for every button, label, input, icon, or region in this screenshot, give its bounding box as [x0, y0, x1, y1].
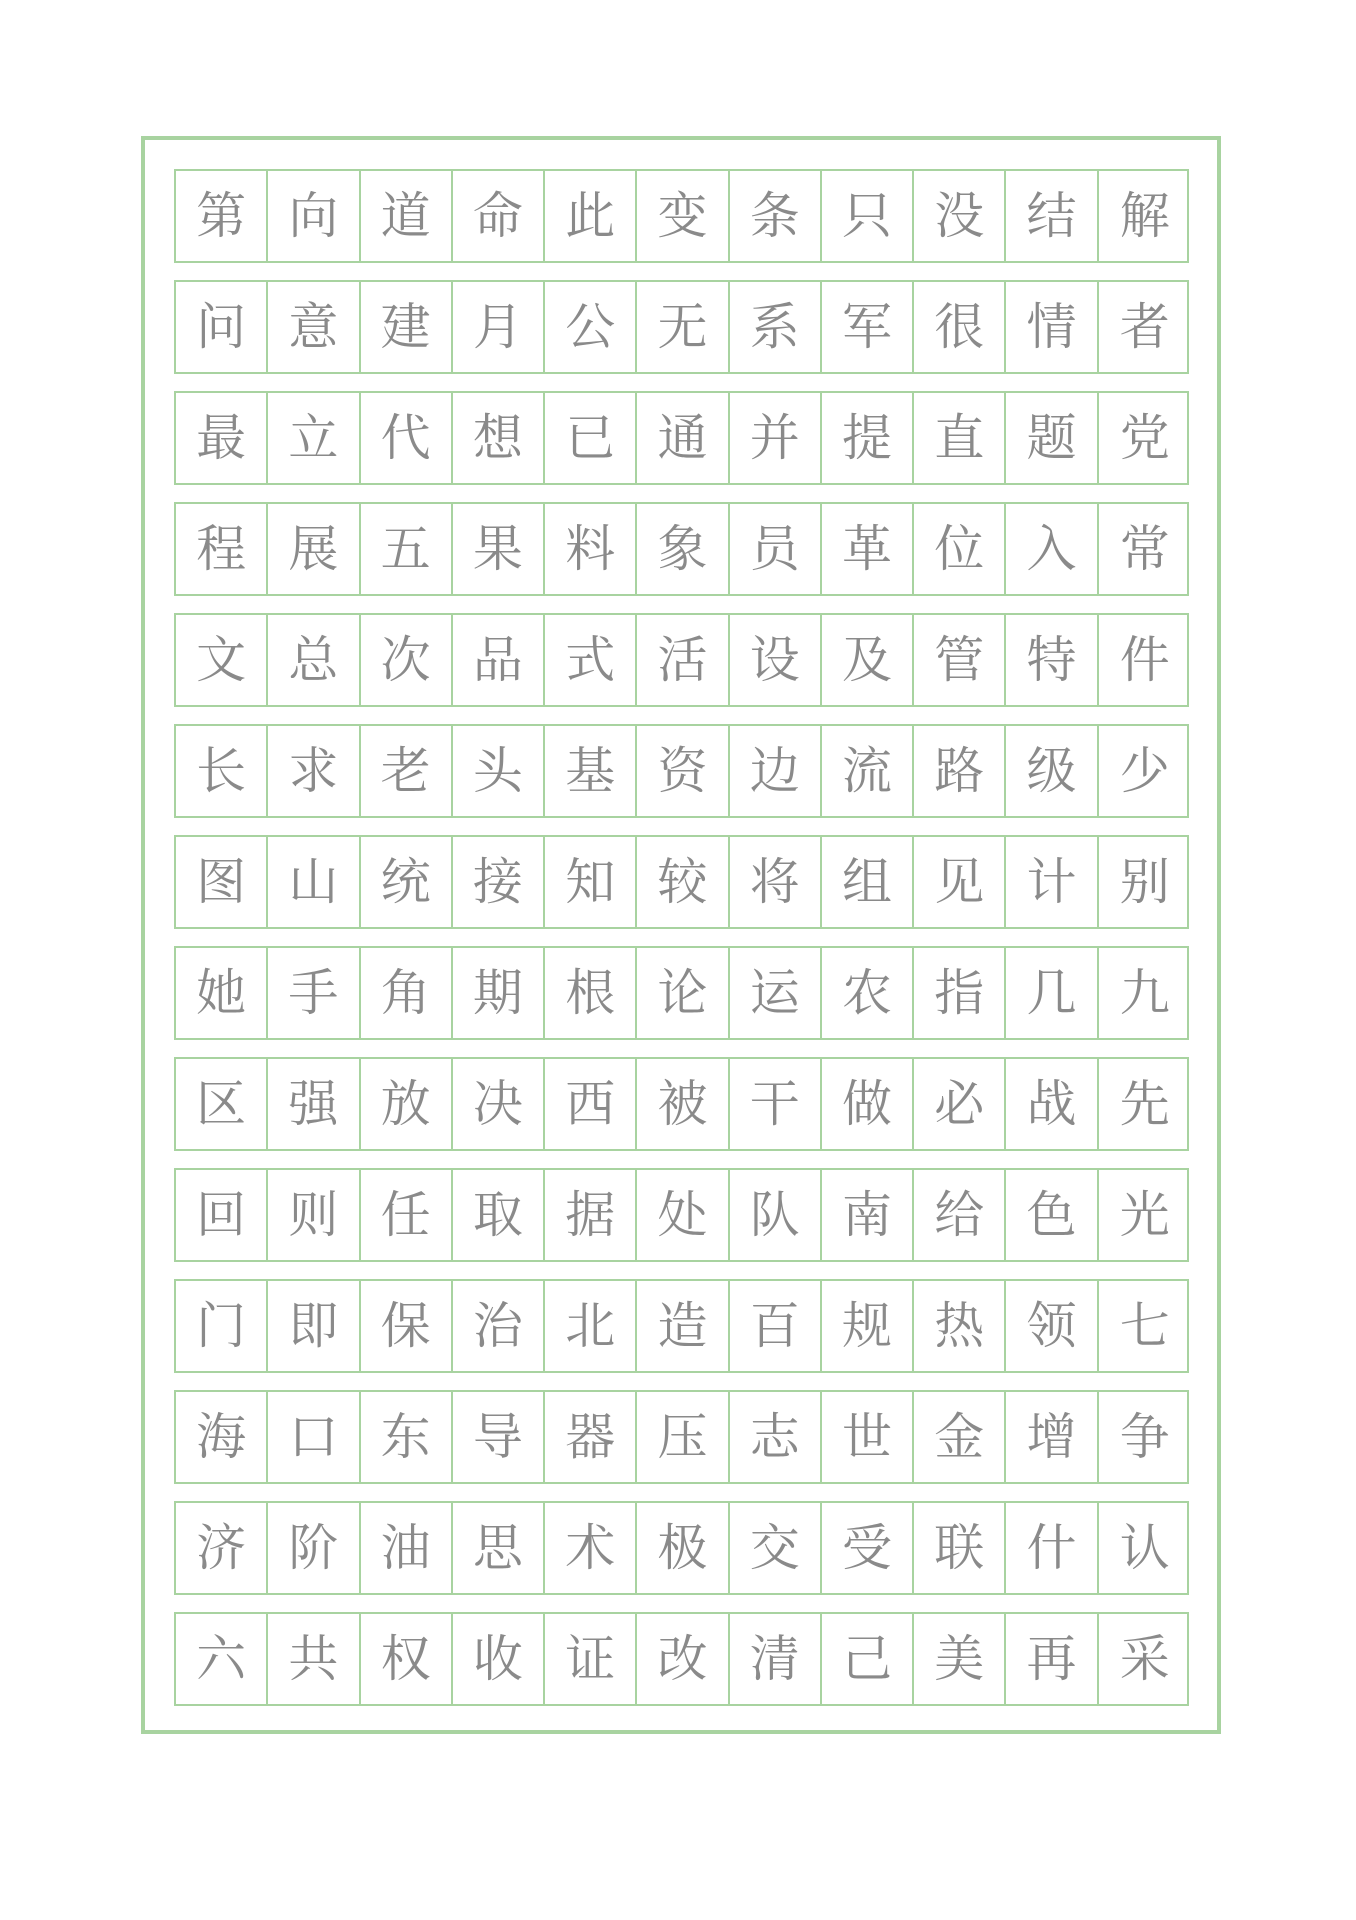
character-cell: 求 [268, 726, 360, 816]
character-cell: 手 [268, 948, 360, 1038]
grid-row [174, 1501, 1189, 1595]
character-cell: 干 [730, 1059, 822, 1149]
character-cell: 交 [730, 1503, 822, 1593]
character-cell: 色 [1006, 1170, 1098, 1260]
character-cell: 领 [1006, 1281, 1098, 1371]
character-cell: 果 [453, 504, 545, 594]
grid-row [174, 169, 1189, 263]
character-cell: 只 [822, 171, 914, 261]
character-cell: 立 [268, 393, 360, 483]
character-cell: 清 [730, 1614, 822, 1704]
grid-row [174, 835, 1189, 929]
character-cell: 变 [637, 171, 729, 261]
character-cell: 第 [176, 171, 268, 261]
grid-row [174, 1168, 1189, 1262]
character-cell: 程 [176, 504, 268, 594]
character-cell: 组 [822, 837, 914, 927]
character-cell: 接 [453, 837, 545, 927]
character-cell: 管 [914, 615, 1006, 705]
character-cell: 运 [730, 948, 822, 1038]
character-cell: 并 [730, 393, 822, 483]
character-cell: 造 [637, 1281, 729, 1371]
character-cell: 东 [361, 1392, 453, 1482]
character-cell: 必 [914, 1059, 1006, 1149]
character-cell: 被 [637, 1059, 729, 1149]
character-cell: 受 [822, 1503, 914, 1593]
character-cell: 农 [822, 948, 914, 1038]
character-cell: 门 [176, 1281, 268, 1371]
character-cell: 证 [545, 1614, 637, 1704]
grid-row [174, 502, 1189, 596]
character-cell: 料 [545, 504, 637, 594]
character-cell: 军 [822, 282, 914, 372]
character-cell: 已 [545, 393, 637, 483]
character-cell: 代 [361, 393, 453, 483]
character-cell: 阶 [268, 1503, 360, 1593]
grid-row [174, 1057, 1189, 1151]
character-cell: 先 [1119, 1075, 1170, 1133]
character-cell: 压 [637, 1392, 729, 1482]
character-cell: 权 [361, 1614, 453, 1704]
character-cell: 北 [545, 1281, 637, 1371]
character-cell: 级 [1006, 726, 1098, 816]
character-cell: 统 [361, 837, 453, 927]
character-cell: 设 [730, 615, 822, 705]
character-cell: 放 [361, 1059, 453, 1149]
character-cell: 条 [730, 171, 822, 261]
character-cell: 道 [361, 171, 453, 261]
character-cell: 品 [453, 615, 545, 705]
character-cell: 资 [637, 726, 729, 816]
character-cell: 世 [822, 1392, 914, 1482]
character-cell: 革 [822, 504, 914, 594]
character-cell: 老 [361, 726, 453, 816]
character-cell: 者 [1119, 298, 1170, 356]
character-cell: 山 [268, 837, 360, 927]
character-cell: 计 [1006, 837, 1098, 927]
character-cell: 知 [545, 837, 637, 927]
character-cell: 美 [914, 1614, 1006, 1704]
character-cell: 问 [176, 282, 268, 372]
character-cell: 光 [1119, 1186, 1170, 1244]
practice-sheet [141, 136, 1221, 1734]
character-cell: 口 [268, 1392, 360, 1482]
character-cell: 思 [453, 1503, 545, 1593]
character-cell: 此 [545, 171, 637, 261]
character-cell: 想 [453, 393, 545, 483]
character-cell: 回 [176, 1170, 268, 1260]
character-cell: 直 [914, 393, 1006, 483]
character-cell: 六 [176, 1614, 268, 1704]
character-cell: 什 [1006, 1503, 1098, 1593]
character-cell: 收 [453, 1614, 545, 1704]
character-cell: 象 [637, 504, 729, 594]
character-cell: 南 [822, 1170, 914, 1260]
character-cell: 强 [268, 1059, 360, 1149]
grid-row [174, 613, 1189, 707]
character-cell: 战 [1006, 1059, 1098, 1149]
character-cell: 角 [361, 948, 453, 1038]
character-cell: 通 [637, 393, 729, 483]
character-cell: 决 [453, 1059, 545, 1149]
character-cell: 系 [730, 282, 822, 372]
character-cell: 争 [1119, 1408, 1170, 1466]
character-cell: 向 [268, 171, 360, 261]
character-cell: 展 [268, 504, 360, 594]
character-cell: 解 [1119, 187, 1170, 245]
character-cell: 联 [914, 1503, 1006, 1593]
character-cell: 即 [268, 1281, 360, 1371]
character-cell: 别 [1119, 853, 1170, 911]
character-cell: 及 [822, 615, 914, 705]
character-cell: 术 [545, 1503, 637, 1593]
character-cell: 长 [176, 726, 268, 816]
character-cell: 活 [637, 615, 729, 705]
character-cell: 保 [361, 1281, 453, 1371]
character-cell: 式 [545, 615, 637, 705]
character-cell: 常 [1119, 520, 1170, 578]
character-cell: 无 [637, 282, 729, 372]
grid-row [174, 946, 1189, 1040]
grid-row [174, 280, 1189, 374]
character-cell: 做 [822, 1059, 914, 1149]
character-cell: 九 [1119, 964, 1170, 1022]
grid-row [174, 391, 1189, 485]
character-cell: 流 [822, 726, 914, 816]
character-cell: 则 [268, 1170, 360, 1260]
character-cell: 提 [822, 393, 914, 483]
character-cell: 改 [637, 1614, 729, 1704]
character-cell: 题 [1006, 393, 1098, 483]
character-cell: 她 [176, 948, 268, 1038]
character-cell: 指 [914, 948, 1006, 1038]
character-cell: 采 [1119, 1630, 1170, 1688]
character-cell: 最 [176, 393, 268, 483]
character-cell: 论 [637, 948, 729, 1038]
grid-row [174, 1390, 1189, 1484]
character-cell: 治 [453, 1281, 545, 1371]
character-grid [174, 169, 1189, 1706]
grid-row [174, 724, 1189, 818]
character-cell: 较 [637, 837, 729, 927]
character-cell: 金 [914, 1392, 1006, 1482]
character-cell: 公 [545, 282, 637, 372]
character-cell: 党 [1119, 409, 1170, 467]
character-cell: 头 [453, 726, 545, 816]
character-cell: 命 [453, 171, 545, 261]
character-cell: 志 [730, 1392, 822, 1482]
character-cell: 济 [176, 1503, 268, 1593]
character-cell: 增 [1006, 1392, 1098, 1482]
grid-row [174, 1612, 1189, 1706]
character-cell: 边 [730, 726, 822, 816]
character-cell: 油 [361, 1503, 453, 1593]
character-cell: 总 [268, 615, 360, 705]
character-cell: 见 [914, 837, 1006, 927]
character-cell: 根 [545, 948, 637, 1038]
character-cell: 热 [914, 1281, 1006, 1371]
character-cell: 规 [822, 1281, 914, 1371]
character-cell: 很 [914, 282, 1006, 372]
character-cell: 情 [1006, 282, 1098, 372]
character-cell: 特 [1006, 615, 1098, 705]
character-cell: 次 [361, 615, 453, 705]
character-cell: 给 [914, 1170, 1006, 1260]
character-cell: 入 [1006, 504, 1098, 594]
character-cell: 导 [453, 1392, 545, 1482]
character-cell: 期 [453, 948, 545, 1038]
character-cell: 西 [545, 1059, 637, 1149]
character-cell: 员 [730, 504, 822, 594]
character-cell: 件 [1119, 631, 1170, 689]
character-cell: 百 [730, 1281, 822, 1371]
grid-row [174, 1279, 1189, 1373]
character-cell: 几 [1006, 948, 1098, 1038]
character-cell: 海 [176, 1392, 268, 1482]
character-cell: 将 [730, 837, 822, 927]
character-cell: 路 [914, 726, 1006, 816]
character-cell: 建 [361, 282, 453, 372]
character-cell: 区 [176, 1059, 268, 1149]
character-cell: 认 [1119, 1519, 1170, 1577]
character-cell: 处 [637, 1170, 729, 1260]
character-cell: 基 [545, 726, 637, 816]
character-cell: 少 [1119, 742, 1170, 800]
character-cell: 五 [361, 504, 453, 594]
character-cell: 七 [1119, 1297, 1170, 1355]
character-cell: 文 [176, 615, 268, 705]
character-cell: 据 [545, 1170, 637, 1260]
character-cell: 队 [730, 1170, 822, 1260]
character-cell: 图 [176, 837, 268, 927]
character-cell: 共 [268, 1614, 360, 1704]
character-cell: 月 [453, 282, 545, 372]
character-cell: 意 [268, 282, 360, 372]
character-cell: 取 [453, 1170, 545, 1260]
character-cell: 结 [1006, 171, 1098, 261]
character-cell: 极 [637, 1503, 729, 1593]
character-cell: 器 [545, 1392, 637, 1482]
character-cell: 位 [914, 504, 1006, 594]
character-cell: 再 [1006, 1614, 1098, 1704]
character-cell: 任 [361, 1170, 453, 1260]
character-cell: 己 [822, 1614, 914, 1704]
character-cell: 没 [914, 171, 1006, 261]
